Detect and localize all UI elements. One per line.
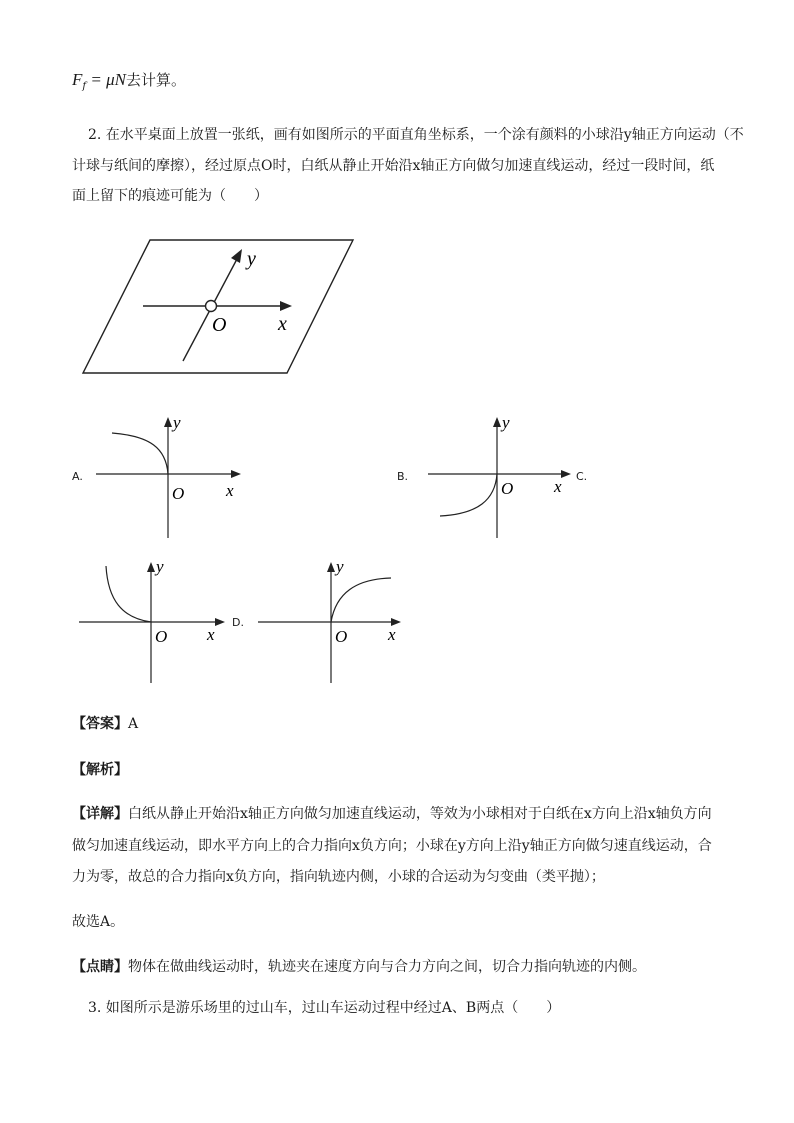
tip-line <box>72 957 646 977</box>
question-3: 3. 如图所示是游乐场里的过山车，过山车运动过程中经过A、B两点（ ） <box>88 1000 561 1016</box>
answer-value: A <box>128 716 139 732</box>
option-d-x-label: x <box>388 625 396 644</box>
tip-tag: 【点睛】 <box>72 959 128 975</box>
option-c-origin-label: O <box>155 627 168 646</box>
detail-line1 <box>72 804 712 824</box>
figure-x-arrow <box>280 301 292 311</box>
formula-f: F <box>72 70 83 89</box>
figure-x-label: x <box>278 313 287 335</box>
option-d-origin-label: O <box>335 627 348 646</box>
formula-suffix: 去计算。 <box>125 71 186 89</box>
option-b-y-arrow <box>493 417 501 427</box>
option-a-label: A. <box>72 470 83 483</box>
option-d-y-label: y <box>336 557 344 576</box>
option-b-y-label: y <box>502 413 510 432</box>
option-b-label: B. <box>397 470 409 483</box>
figure-origin-label: O <box>212 314 227 336</box>
figure-y-arrow <box>231 249 242 263</box>
option-d-label: D. <box>232 616 244 629</box>
option-a-y-arrow <box>164 417 172 427</box>
formula-sub: f <box>82 81 87 92</box>
option-b-curve <box>440 474 497 516</box>
question-2-line2: 计球与纸间的摩擦），经过原点O时，白纸从静止开始沿x轴正方向做匀加速直线运动，经过一段时间，纸 <box>72 158 715 174</box>
figure-y-label: y <box>247 248 256 270</box>
option-c-y-arrow <box>147 562 155 572</box>
detail-tag: 【详解】 <box>72 806 128 822</box>
detail-text-1: 白纸从静止开始沿x轴正方向做匀加速直线运动，等效为小球相对于白纸在x方向上沿x轴负方向 <box>128 806 712 822</box>
question-2-line1: 2. 在水平桌面上放置一张纸，画有如图所示的平面直角坐标系，一个涂有颜料的小球沿y轴正方向运动（不 <box>88 127 744 143</box>
option-d-y-arrow <box>327 562 335 572</box>
answer-line <box>72 714 138 734</box>
detail-line2: 做匀加速直线运动，即水平方向上的合力指向x负方向；小球在y方向上沿y轴正方向做匀速直线运动，合 <box>72 838 712 854</box>
ball <box>206 301 217 312</box>
option-c-x-label: x <box>207 625 215 644</box>
option-a-curve <box>112 433 168 474</box>
question-2-line3: 面上留下的痕迹可能为（ ） <box>72 188 268 204</box>
detail-line3: 力为零，故总的合力指向x负方向，指向轨迹内侧，小球的合运动为匀变曲（类平抛）； <box>72 869 605 885</box>
option-a-origin-label: O <box>172 484 185 503</box>
formula-eq: = μN <box>86 70 126 89</box>
option-a-x-label: x <box>226 481 234 500</box>
option-c-curve <box>106 566 151 622</box>
option-b-origin-label: O <box>501 479 514 498</box>
option-c-x-arrow <box>215 618 225 626</box>
answer-tag: 【答案】 <box>72 716 128 732</box>
analysis-tag: 【解析】 <box>72 762 128 778</box>
conclusion-line: 故选A。 <box>72 914 125 930</box>
tip-text: 物体在做曲线运动时，轨迹夹在速度方向与合力方向之间，切合力指向轨迹的内侧。 <box>128 959 646 975</box>
option-c-y-label: y <box>156 557 164 576</box>
option-b-x-arrow <box>561 470 571 478</box>
option-b-x-label: x <box>554 477 562 496</box>
option-a-x-arrow <box>231 470 241 478</box>
option-a-y-label: y <box>173 413 181 432</box>
option-c-label: C. <box>576 470 588 483</box>
option-d-curve <box>331 578 391 622</box>
